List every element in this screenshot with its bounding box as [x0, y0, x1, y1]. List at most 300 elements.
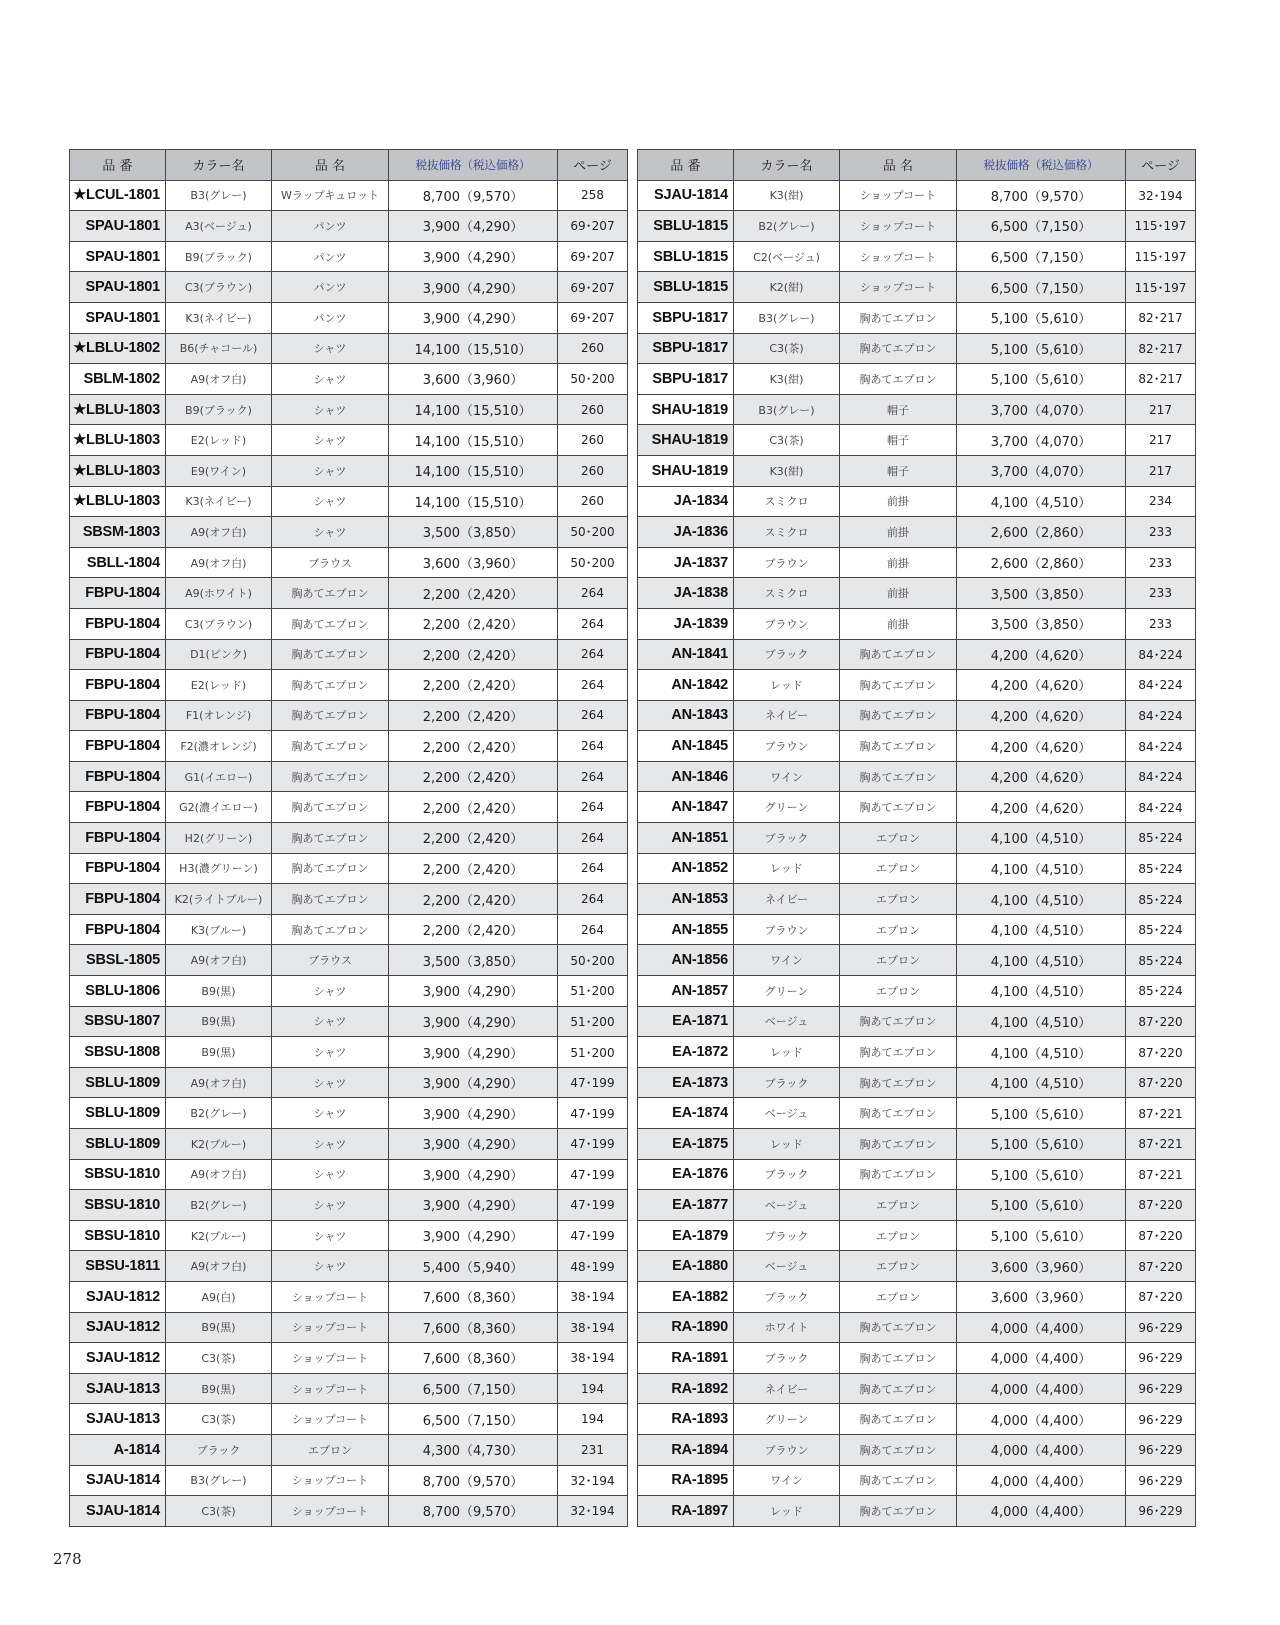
color-name-cell: レッド — [734, 1129, 840, 1160]
page-ref-cell: 96･229 — [1126, 1312, 1196, 1343]
price-cell: 6,500（7,150） — [957, 211, 1126, 242]
page-ref-cell: 51･200 — [558, 976, 628, 1007]
price-cell: 3,900（4,290） — [389, 272, 558, 303]
color-name-cell: ネイビー — [734, 1373, 840, 1404]
price-cell: 6,500（7,150） — [389, 1373, 558, 1404]
product-name-cell: 前掛 — [840, 608, 957, 639]
item-code-cell: RA-1895 — [638, 1465, 734, 1496]
item-code-cell: SJAU-1813 — [70, 1373, 166, 1404]
page-ref-cell: 96･229 — [1126, 1496, 1196, 1527]
color-name-cell: スミクロ — [734, 578, 840, 609]
color-name-cell: F1(オレンジ) — [166, 700, 272, 731]
color-name-cell: B9(黒) — [166, 1373, 272, 1404]
page-ref-cell: 260 — [558, 486, 628, 517]
page-ref-cell: 84･224 — [1126, 731, 1196, 762]
price-cell: 4,000（4,400） — [957, 1434, 1126, 1465]
table-row — [70, 211, 628, 242]
product-name-cell: 胸あてエプロン — [840, 1465, 957, 1496]
color-name-cell: G1(イエロー) — [166, 761, 272, 792]
item-code-cell: AN-1851 — [638, 823, 734, 854]
page-ref-cell: 217 — [1126, 425, 1196, 456]
product-name-cell: ショップコート — [272, 1281, 389, 1312]
color-name-cell: A9(ホワイト) — [166, 578, 272, 609]
table-row — [70, 394, 628, 425]
page-ref-cell: 231 — [558, 1434, 628, 1465]
page-ref-cell: 217 — [1126, 394, 1196, 425]
price-cell: 4,100（4,510） — [957, 853, 1126, 884]
product-name-cell: 胸あてエプロン — [272, 823, 389, 854]
color-name-cell: C3(茶) — [166, 1404, 272, 1435]
color-name-cell: C2(ベージュ) — [734, 241, 840, 272]
price-table-left — [69, 149, 628, 1527]
header-product-name: 品 名 — [840, 150, 957, 181]
page-ref-cell: 51･200 — [558, 1006, 628, 1037]
page-ref-cell: 85･224 — [1126, 853, 1196, 884]
price-cell: 3,600（3,960） — [389, 364, 558, 395]
color-name-cell: C3(ブラウン) — [166, 272, 272, 303]
item-code-cell: EA-1877 — [638, 1190, 734, 1221]
item-code-cell: RA-1894 — [638, 1434, 734, 1465]
price-cell: 2,200（2,420） — [389, 670, 558, 701]
price-cell: 4,100（4,510） — [957, 486, 1126, 517]
table-row — [70, 792, 628, 823]
table-row — [70, 1373, 628, 1404]
table-row — [638, 1312, 1196, 1343]
table-row — [638, 1129, 1196, 1160]
item-code-cell: EA-1876 — [638, 1159, 734, 1190]
color-name-cell: K2(紺) — [734, 272, 840, 303]
price-cell: 4,200（4,620） — [957, 639, 1126, 670]
product-name-cell: パンツ — [272, 272, 389, 303]
page-ref-cell: 264 — [558, 914, 628, 945]
product-name-cell: 帽子 — [840, 425, 957, 456]
price-cell: 2,200（2,420） — [389, 731, 558, 762]
color-name-cell: グリーン — [734, 792, 840, 823]
table-row — [70, 547, 628, 578]
price-cell: 3,900（4,290） — [389, 1067, 558, 1098]
table-row — [70, 945, 628, 976]
color-name-cell: ブラック — [734, 639, 840, 670]
item-code-cell: ★LCUL-1801 — [70, 180, 166, 211]
color-name-cell: B3(グレー) — [166, 180, 272, 211]
table-row — [638, 1220, 1196, 1251]
color-name-cell: B2(グレー) — [166, 1098, 272, 1129]
color-name-cell: D1(ピンク) — [166, 639, 272, 670]
price-cell: 4,000（4,400） — [957, 1465, 1126, 1496]
color-name-cell: G2(濃イエロー) — [166, 792, 272, 823]
product-name-cell: ショップコート — [840, 272, 957, 303]
color-name-cell: ブラウン — [734, 914, 840, 945]
color-name-cell: レッド — [734, 670, 840, 701]
color-name-cell: A9(オフ白) — [166, 517, 272, 548]
product-name-cell: 胸あてエプロン — [840, 731, 957, 762]
price-cell: 3,900（4,290） — [389, 302, 558, 333]
product-name-cell: 胸あてエプロン — [840, 1006, 957, 1037]
item-code-cell: SBLU-1815 — [638, 272, 734, 303]
color-name-cell: K3(ブルー) — [166, 914, 272, 945]
price-cell: 5,100（5,610） — [957, 1098, 1126, 1129]
price-cell: 2,200（2,420） — [389, 884, 558, 915]
page-ref-cell: 84･224 — [1126, 761, 1196, 792]
page-ref-cell: 87･220 — [1126, 1281, 1196, 1312]
page-ref-cell: 48･199 — [558, 1251, 628, 1282]
table-row — [70, 1251, 628, 1282]
item-code-cell: SBLL-1804 — [70, 547, 166, 578]
item-code-cell: EA-1879 — [638, 1220, 734, 1251]
color-name-cell: K3(紺) — [734, 180, 840, 211]
price-cell: 4,000（4,400） — [957, 1373, 1126, 1404]
page-ref-cell: 38･194 — [558, 1343, 628, 1374]
table-row — [638, 1465, 1196, 1496]
item-code-cell: SJAU-1814 — [70, 1496, 166, 1527]
table-row — [70, 731, 628, 762]
table-row — [70, 670, 628, 701]
item-code-cell: SBLU-1806 — [70, 976, 166, 1007]
product-name-cell: シャツ — [272, 1251, 389, 1282]
item-code-cell: SJAU-1814 — [638, 180, 734, 211]
product-name-cell: エプロン — [840, 1190, 957, 1221]
color-name-cell: ブラック — [734, 823, 840, 854]
price-cell: 14,100（15,510） — [389, 455, 558, 486]
item-code-cell: ★LBLU-1803 — [70, 455, 166, 486]
product-name-cell: シャツ — [272, 1006, 389, 1037]
page-ref-cell: 87･220 — [1126, 1190, 1196, 1221]
table-body-right — [638, 180, 1196, 1526]
table-row — [638, 547, 1196, 578]
color-name-cell: ブラウン — [734, 731, 840, 762]
color-name-cell: ホワイト — [734, 1312, 840, 1343]
color-name-cell: B3(グレー) — [734, 302, 840, 333]
page-ref-cell: 115･197 — [1126, 211, 1196, 242]
product-name-cell: 胸あてエプロン — [840, 639, 957, 670]
product-name-cell: パンツ — [272, 211, 389, 242]
item-code-cell: FBPU-1804 — [70, 823, 166, 854]
color-name-cell: B3(グレー) — [734, 394, 840, 425]
table-row — [70, 1496, 628, 1527]
page-ref-cell: 38･194 — [558, 1281, 628, 1312]
item-code-cell: SBLU-1815 — [638, 241, 734, 272]
product-name-cell: 前掛 — [840, 578, 957, 609]
item-code-cell: SPAU-1801 — [70, 241, 166, 272]
color-name-cell: H3(濃グリーン) — [166, 853, 272, 884]
item-code-cell: SBSU-1810 — [70, 1220, 166, 1251]
item-code-cell: FBPU-1804 — [70, 700, 166, 731]
color-name-cell: B9(黒) — [166, 1037, 272, 1068]
table-row — [638, 1098, 1196, 1129]
color-name-cell: ベージュ — [734, 1190, 840, 1221]
page-ref-cell: 264 — [558, 823, 628, 854]
product-name-cell: 胸あてエプロン — [840, 700, 957, 731]
color-name-cell: K3(ネイビー) — [166, 486, 272, 517]
product-name-cell: ブラウス — [272, 945, 389, 976]
table-row — [70, 884, 628, 915]
page-ref-cell: 84･224 — [1126, 639, 1196, 670]
price-cell: 5,100（5,610） — [957, 364, 1126, 395]
table-row — [638, 608, 1196, 639]
product-name-cell: 胸あてエプロン — [272, 792, 389, 823]
item-code-cell: JA-1837 — [638, 547, 734, 578]
price-cell: 5,100（5,610） — [957, 1220, 1126, 1251]
product-name-cell: 胸あてエプロン — [840, 1098, 957, 1129]
table-row — [70, 853, 628, 884]
item-code-cell: SBLM-1802 — [70, 364, 166, 395]
color-name-cell: スミクロ — [734, 486, 840, 517]
color-name-cell: ネイビー — [734, 884, 840, 915]
item-code-cell: AN-1847 — [638, 792, 734, 823]
price-cell: 6,500（7,150） — [389, 1404, 558, 1435]
header-hinban: 品 番 — [638, 150, 734, 181]
price-cell: 3,900（4,290） — [389, 1190, 558, 1221]
product-name-cell: ブラウス — [272, 547, 389, 578]
color-name-cell: ワイン — [734, 1465, 840, 1496]
item-code-cell: SBSM-1803 — [70, 517, 166, 548]
color-name-cell: K3(紺) — [734, 364, 840, 395]
price-cell: 7,600（8,360） — [389, 1312, 558, 1343]
item-code-cell: SBLU-1809 — [70, 1098, 166, 1129]
item-code-cell: AN-1853 — [638, 884, 734, 915]
product-name-cell: 胸あてエプロン — [840, 1343, 957, 1374]
table-row — [70, 486, 628, 517]
price-cell: 8,700（9,570） — [389, 1496, 558, 1527]
color-name-cell: ベージュ — [734, 1006, 840, 1037]
table-row — [638, 1067, 1196, 1098]
color-name-cell: レッド — [734, 853, 840, 884]
header-hinban: 品 番 — [70, 150, 166, 181]
product-name-cell: Wラップキュロット — [272, 180, 389, 211]
page-ref-cell: 87･220 — [1126, 1220, 1196, 1251]
price-cell: 7,600（8,360） — [389, 1343, 558, 1374]
price-cell: 5,100（5,610） — [957, 1129, 1126, 1160]
color-name-cell: ブラック — [166, 1434, 272, 1465]
product-name-cell: シャツ — [272, 517, 389, 548]
price-cell: 4,100（4,510） — [957, 945, 1126, 976]
page-ref-cell: 82･217 — [1126, 333, 1196, 364]
price-cell: 4,100（4,510） — [957, 1067, 1126, 1098]
table-row — [70, 1098, 628, 1129]
item-code-cell: A-1814 — [70, 1434, 166, 1465]
color-name-cell: H2(グリーン) — [166, 823, 272, 854]
price-cell: 5,400（5,940） — [389, 1251, 558, 1282]
page-ref-cell: 47･199 — [558, 1220, 628, 1251]
product-name-cell: シャツ — [272, 976, 389, 1007]
table-row — [70, 180, 628, 211]
item-code-cell: FBPU-1804 — [70, 639, 166, 670]
price-cell: 3,900（4,290） — [389, 1159, 558, 1190]
product-name-cell: 胸あてエプロン — [272, 639, 389, 670]
table-row — [638, 517, 1196, 548]
page-ref-cell: 264 — [558, 792, 628, 823]
table-body-left — [70, 180, 628, 1526]
price-cell: 4,100（4,510） — [957, 1006, 1126, 1037]
page-ref-cell: 87･221 — [1126, 1098, 1196, 1129]
item-code-cell: SBLU-1815 — [638, 211, 734, 242]
product-name-cell: パンツ — [272, 241, 389, 272]
price-cell: 2,600（2,860） — [957, 547, 1126, 578]
color-name-cell: A9(オフ白) — [166, 1067, 272, 1098]
page-ref-cell: 194 — [558, 1373, 628, 1404]
item-code-cell: AN-1857 — [638, 976, 734, 1007]
item-code-cell: SHAU-1819 — [638, 425, 734, 456]
price-cell: 3,600（3,960） — [957, 1281, 1126, 1312]
price-cell: 4,200（4,620） — [957, 761, 1126, 792]
table-row — [638, 241, 1196, 272]
price-cell: 14,100（15,510） — [389, 333, 558, 364]
product-name-cell: ショップコート — [272, 1312, 389, 1343]
price-cell: 5,100（5,610） — [957, 1159, 1126, 1190]
item-code-cell: SJAU-1814 — [70, 1465, 166, 1496]
table-row — [638, 211, 1196, 242]
color-name-cell: E2(レッド) — [166, 425, 272, 456]
price-cell: 4,100（4,510） — [957, 976, 1126, 1007]
table-row — [638, 1281, 1196, 1312]
page-ref-cell: 260 — [558, 394, 628, 425]
color-name-cell: ブラウン — [734, 547, 840, 578]
color-name-cell: B9(黒) — [166, 1312, 272, 1343]
page-ref-cell: 115･197 — [1126, 241, 1196, 272]
product-name-cell: 胸あてエプロン — [272, 761, 389, 792]
price-cell: 3,900（4,290） — [389, 241, 558, 272]
price-cell: 14,100（15,510） — [389, 394, 558, 425]
page-ref-cell: 264 — [558, 578, 628, 609]
page-ref-cell: 85･224 — [1126, 945, 1196, 976]
page-ref-cell: 82･217 — [1126, 364, 1196, 395]
product-name-cell: シャツ — [272, 1037, 389, 1068]
item-code-cell: ★LBLU-1802 — [70, 333, 166, 364]
color-name-cell: E9(ワイン) — [166, 455, 272, 486]
item-code-cell: SBSU-1808 — [70, 1037, 166, 1068]
item-code-cell: AN-1856 — [638, 945, 734, 976]
product-name-cell: エプロン — [840, 945, 957, 976]
page-ref-cell: 96･229 — [1126, 1404, 1196, 1435]
color-name-cell: スミクロ — [734, 517, 840, 548]
color-name-cell: A9(白) — [166, 1281, 272, 1312]
product-name-cell: 胸あてエプロン — [840, 1404, 957, 1435]
price-cell: 2,200（2,420） — [389, 853, 558, 884]
price-cell: 14,100（15,510） — [389, 425, 558, 456]
item-code-cell: AN-1845 — [638, 731, 734, 762]
product-name-cell: ショップコート — [840, 211, 957, 242]
color-name-cell: レッド — [734, 1037, 840, 1068]
color-name-cell: B9(黒) — [166, 976, 272, 1007]
price-cell: 3,500（3,850） — [957, 578, 1126, 609]
item-code-cell: FBPU-1804 — [70, 578, 166, 609]
table-row — [638, 364, 1196, 395]
item-code-cell: FBPU-1804 — [70, 670, 166, 701]
item-code-cell: SPAU-1801 — [70, 302, 166, 333]
product-name-cell: ショップコート — [272, 1404, 389, 1435]
table-row — [70, 1159, 628, 1190]
item-code-cell: SHAU-1819 — [638, 394, 734, 425]
price-cell: 4,000（4,400） — [957, 1496, 1126, 1527]
product-name-cell: シャツ — [272, 1098, 389, 1129]
item-code-cell: JA-1836 — [638, 517, 734, 548]
page-ref-cell: 260 — [558, 455, 628, 486]
product-name-cell: 胸あてエプロン — [272, 914, 389, 945]
price-cell: 3,900（4,290） — [389, 1006, 558, 1037]
page-ref-cell: 85･224 — [1126, 884, 1196, 915]
color-name-cell: ワイン — [734, 945, 840, 976]
page-ref-cell: 47･199 — [558, 1159, 628, 1190]
table-row — [638, 1496, 1196, 1527]
table-row — [638, 1006, 1196, 1037]
page-ref-cell: 47･199 — [558, 1190, 628, 1221]
page-ref-cell: 50･200 — [558, 517, 628, 548]
price-cell: 2,200（2,420） — [389, 700, 558, 731]
table-row — [70, 700, 628, 731]
product-name-cell: ショップコート — [272, 1465, 389, 1496]
header-page: ページ — [558, 150, 628, 181]
page-ref-cell: 69･207 — [558, 241, 628, 272]
item-code-cell: SPAU-1801 — [70, 272, 166, 303]
product-name-cell: 胸あてエプロン — [840, 1129, 957, 1160]
product-name-cell: 胸あてエプロン — [840, 761, 957, 792]
table-row — [638, 823, 1196, 854]
table-row — [638, 639, 1196, 670]
price-cell: 3,500（3,850） — [957, 608, 1126, 639]
page-ref-cell: 50･200 — [558, 547, 628, 578]
item-code-cell: SBSU-1810 — [70, 1190, 166, 1221]
page-ref-cell: 233 — [1126, 547, 1196, 578]
page-ref-cell: 264 — [558, 670, 628, 701]
color-name-cell: ブラック — [734, 1281, 840, 1312]
item-code-cell: RA-1890 — [638, 1312, 734, 1343]
page-ref-cell: 258 — [558, 180, 628, 211]
item-code-cell: EA-1880 — [638, 1251, 734, 1282]
table-row — [638, 792, 1196, 823]
item-code-cell: SBSU-1810 — [70, 1159, 166, 1190]
product-name-cell: 胸あてエプロン — [840, 1159, 957, 1190]
color-name-cell: ブラック — [734, 1220, 840, 1251]
table-row — [70, 302, 628, 333]
product-name-cell: 前掛 — [840, 486, 957, 517]
page-ref-cell: 233 — [1126, 608, 1196, 639]
price-cell: 4,000（4,400） — [957, 1312, 1126, 1343]
product-name-cell: シャツ — [272, 394, 389, 425]
table-row — [70, 608, 628, 639]
product-name-cell: ショップコート — [272, 1343, 389, 1374]
item-code-cell: SBSU-1807 — [70, 1006, 166, 1037]
table-row — [70, 1281, 628, 1312]
item-code-cell: ★LBLU-1803 — [70, 394, 166, 425]
product-name-cell: 胸あてエプロン — [272, 884, 389, 915]
page-ref-cell: 50･200 — [558, 945, 628, 976]
table-row — [70, 761, 628, 792]
table-row — [638, 884, 1196, 915]
item-code-cell: FBPU-1804 — [70, 853, 166, 884]
product-name-cell: シャツ — [272, 1159, 389, 1190]
price-cell: 2,200（2,420） — [389, 578, 558, 609]
item-code-cell: AN-1855 — [638, 914, 734, 945]
color-name-cell: A9(オフ白) — [166, 1159, 272, 1190]
color-name-cell: F2(濃オレンジ) — [166, 731, 272, 762]
product-name-cell: シャツ — [272, 455, 389, 486]
item-code-cell: ★LBLU-1803 — [70, 425, 166, 456]
page-ref-cell: 264 — [558, 761, 628, 792]
table-row — [70, 976, 628, 1007]
page-ref-cell: 87･220 — [1126, 1006, 1196, 1037]
table-row — [70, 639, 628, 670]
product-name-cell: ショップコート — [840, 241, 957, 272]
product-name-cell: シャツ — [272, 1220, 389, 1251]
table-row — [638, 761, 1196, 792]
color-name-cell: A9(オフ白) — [166, 364, 272, 395]
page-ref-cell: 96･229 — [1126, 1434, 1196, 1465]
color-name-cell: C3(ブラウン) — [166, 608, 272, 639]
price-cell: 3,900（4,290） — [389, 1220, 558, 1251]
product-name-cell: エプロン — [272, 1434, 389, 1465]
page-ref-cell: 87･220 — [1126, 1251, 1196, 1282]
color-name-cell: B9(ブラック) — [166, 241, 272, 272]
